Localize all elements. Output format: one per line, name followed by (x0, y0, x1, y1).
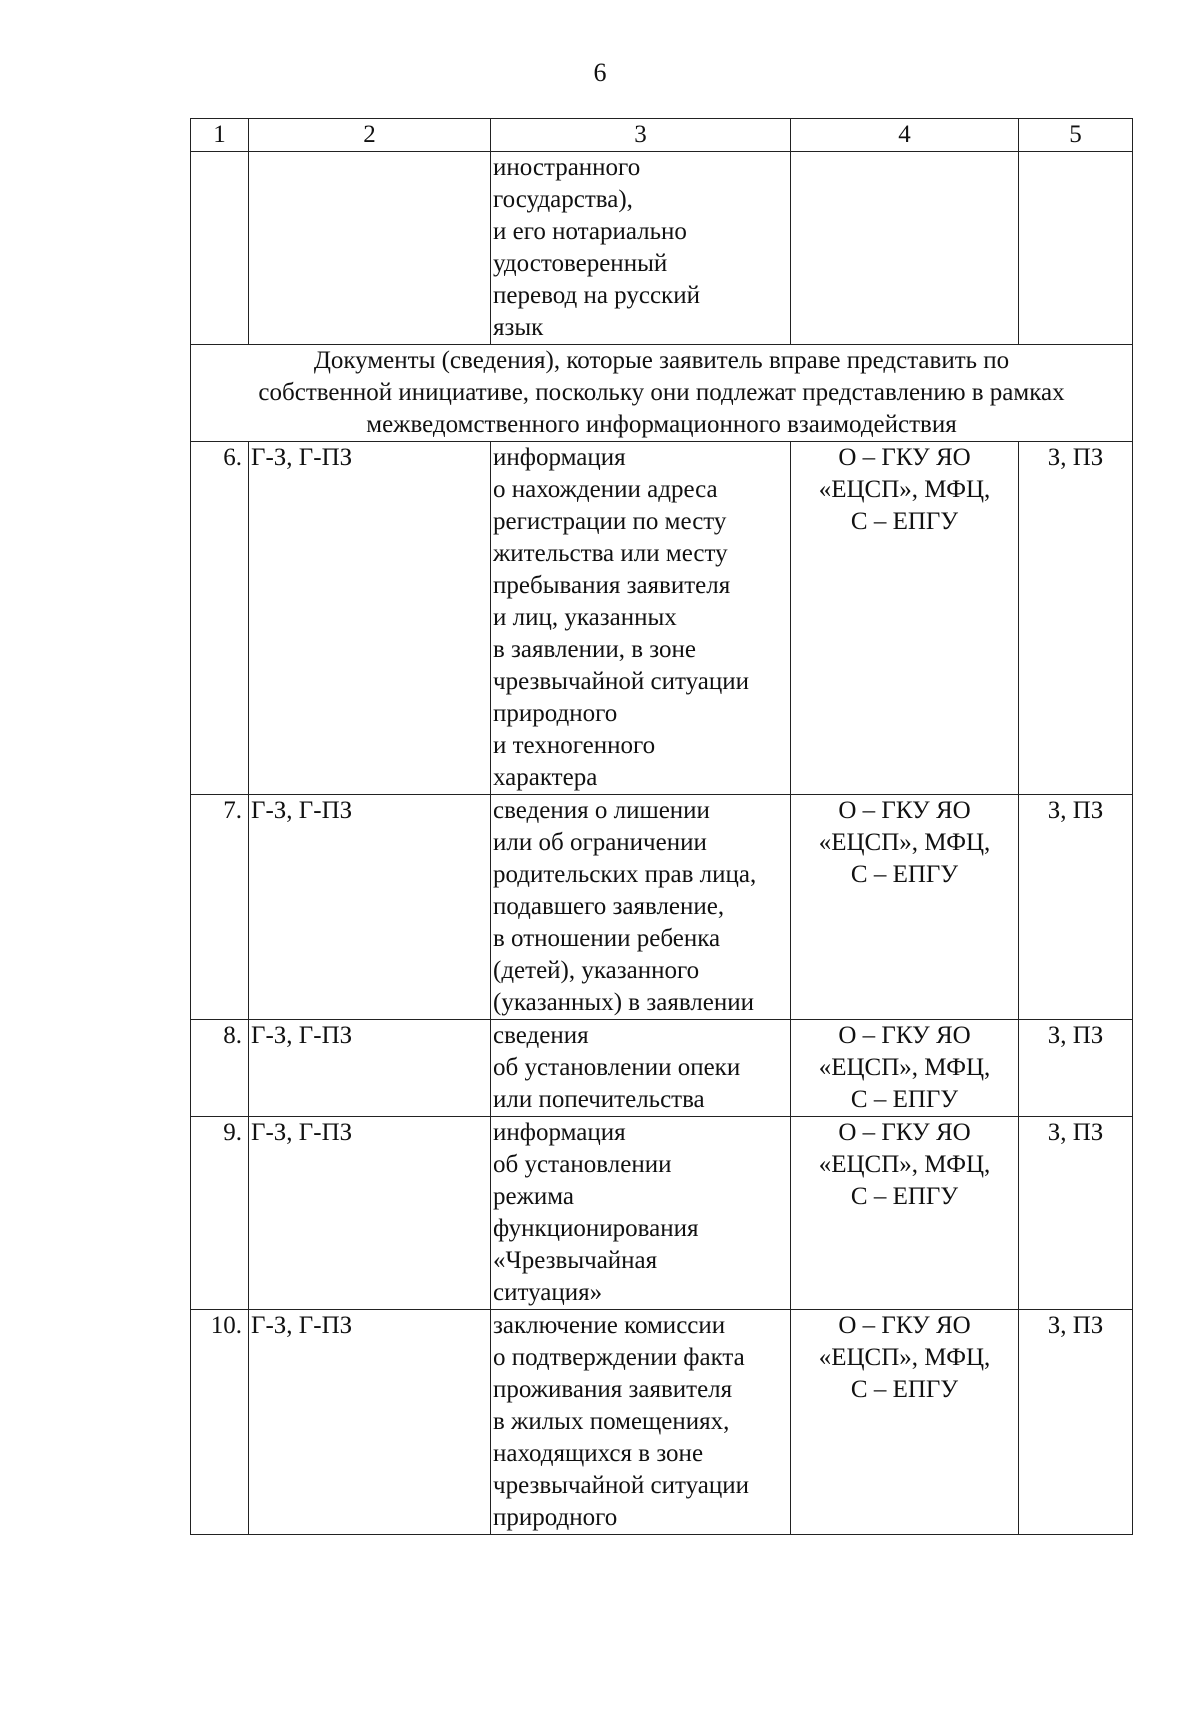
text-line: находящихся в зоне (493, 1440, 704, 1467)
text-line: пребывания заявителя (493, 572, 731, 599)
text-line: об установлении опеки (493, 1054, 741, 1081)
section-title-row (191, 345, 1133, 442)
text-line: С – ЕПГУ (850, 1086, 959, 1113)
text-line: С – ЕПГУ (850, 1376, 959, 1403)
table-row (191, 1020, 1133, 1117)
cell-form: З, ПЗ (1019, 1310, 1133, 1535)
cell-method (791, 1310, 1019, 1535)
header-cell-1: 1 (191, 119, 249, 152)
text-line: природного (493, 1504, 618, 1531)
text-line: О – ГКУ ЯО (838, 1022, 971, 1049)
text-line: жительства или месту (493, 540, 728, 567)
section-title (191, 345, 1133, 442)
header-cell-4: 4 (791, 119, 1019, 152)
text-line: сведения (493, 1022, 589, 1049)
cell-applicants: Г-З, Г-ПЗ (249, 1310, 491, 1535)
text-line: (детей), указанного (493, 957, 700, 984)
cell-applicants: Г-З, Г-ПЗ (249, 442, 491, 795)
cell-method (791, 152, 1019, 345)
cell-applicants (249, 152, 491, 345)
text-line: и техногенного (493, 732, 656, 759)
cell-form: З, ПЗ (1019, 1020, 1133, 1117)
text-line: «Чрезвычайная (493, 1247, 658, 1274)
text-line: и его нотариально (493, 218, 687, 245)
cell-applicants: Г-З, Г-ПЗ (249, 1020, 491, 1117)
cell-form: З, ПЗ (1019, 1117, 1133, 1310)
text-line: удостоверенный (493, 250, 668, 277)
cell-num: 8. (191, 1020, 249, 1117)
text-line: «ЕЦСП», МФЦ, (818, 476, 991, 503)
text-line: Документы (сведения), которые заявитель вправе представить по (313, 347, 1010, 374)
text-line: собственной инициативе, поскольку они подлежат представлению в рамках (258, 379, 1065, 406)
text-line: (указанных) в заявлении (493, 989, 754, 1016)
cell-num: 10. (191, 1310, 249, 1535)
text-line: сведения о лишении (493, 797, 710, 824)
text-line: чрезвычайной ситуации (493, 1472, 749, 1499)
header-cell-2: 2 (249, 119, 491, 152)
text-line: функционирования (493, 1215, 699, 1242)
text-line: регистрации по месту (493, 508, 727, 535)
text-line: С – ЕПГУ (850, 508, 959, 535)
text-line: «ЕЦСП», МФЦ, (818, 1054, 991, 1081)
text-line: в жилых помещениях, (493, 1408, 730, 1435)
table-row (191, 442, 1133, 795)
page-number: 6 (593, 58, 607, 87)
text-line: «ЕЦСП», МФЦ, (818, 1344, 991, 1371)
text-line: о нахождении адреса (493, 476, 718, 503)
cell-form: З, ПЗ (1019, 442, 1133, 795)
cell-document (491, 442, 791, 795)
cell-document (491, 795, 791, 1020)
cell-form (1019, 152, 1133, 345)
text-line: иностранного (493, 154, 641, 181)
text-line: ситуация» (493, 1279, 603, 1306)
cell-document (491, 1020, 791, 1117)
text-line: государства), (493, 186, 633, 213)
text-line: перевод на русский (493, 282, 700, 309)
text-line: О – ГКУ ЯО (838, 1119, 971, 1146)
cell-method (791, 442, 1019, 795)
text-line: С – ЕПГУ (850, 1183, 959, 1210)
text-line: в отношении ребенка (493, 925, 721, 952)
text-line: характера (493, 764, 598, 791)
text-line: и лиц, указанных (493, 604, 677, 631)
document-table (190, 118, 1133, 1535)
cell-document (491, 152, 791, 345)
table-row (191, 1310, 1133, 1535)
cell-document (491, 1310, 791, 1535)
cell-num: 7. (191, 795, 249, 1020)
text-line: О – ГКУ ЯО (838, 444, 971, 471)
text-line: о подтверждении факта (493, 1344, 745, 1371)
text-line: режима (493, 1183, 574, 1210)
header-cell-3: 3 (491, 119, 791, 152)
text-line: в заявлении, в зоне (493, 636, 696, 663)
cell-applicants: Г-З, Г-ПЗ (249, 1117, 491, 1310)
text-line: информация (493, 1119, 626, 1146)
text-line: родительских прав лица, (493, 861, 757, 888)
text-line: чрезвычайной ситуации (493, 668, 749, 695)
cell-form: З, ПЗ (1019, 795, 1133, 1020)
continuation-row (191, 152, 1133, 345)
text-line: подавшего заявление, (493, 893, 725, 920)
table-row (191, 1117, 1133, 1310)
text-line: язык (493, 314, 544, 341)
cell-applicants: Г-З, Г-ПЗ (249, 795, 491, 1020)
text-line: «ЕЦСП», МФЦ, (818, 829, 991, 856)
text-line: или об ограничении (493, 829, 707, 856)
text-line: или попечительства (493, 1086, 705, 1113)
cell-num: 6. (191, 442, 249, 795)
text-line: об установлении (493, 1151, 672, 1178)
text-line: природного (493, 700, 618, 727)
text-line: О – ГКУ ЯО (838, 1312, 971, 1339)
text-line: межведомственного информационного взаимодействия (366, 411, 957, 438)
cell-num: 9. (191, 1117, 249, 1310)
text-line: О – ГКУ ЯО (838, 797, 971, 824)
text-line: заключение комиссии (493, 1312, 726, 1339)
text-line: С – ЕПГУ (850, 861, 959, 888)
cell-document (491, 1117, 791, 1310)
table-header-row (191, 119, 1133, 152)
cell-method (791, 795, 1019, 1020)
text-line: «ЕЦСП», МФЦ, (818, 1151, 991, 1178)
text-line: проживания заявителя (493, 1376, 733, 1403)
table-row (191, 795, 1133, 1020)
header-cell-5: 5 (1019, 119, 1133, 152)
text-line: информация (493, 444, 626, 471)
cell-method (791, 1020, 1019, 1117)
cell-num (191, 152, 249, 345)
cell-method (791, 1117, 1019, 1310)
